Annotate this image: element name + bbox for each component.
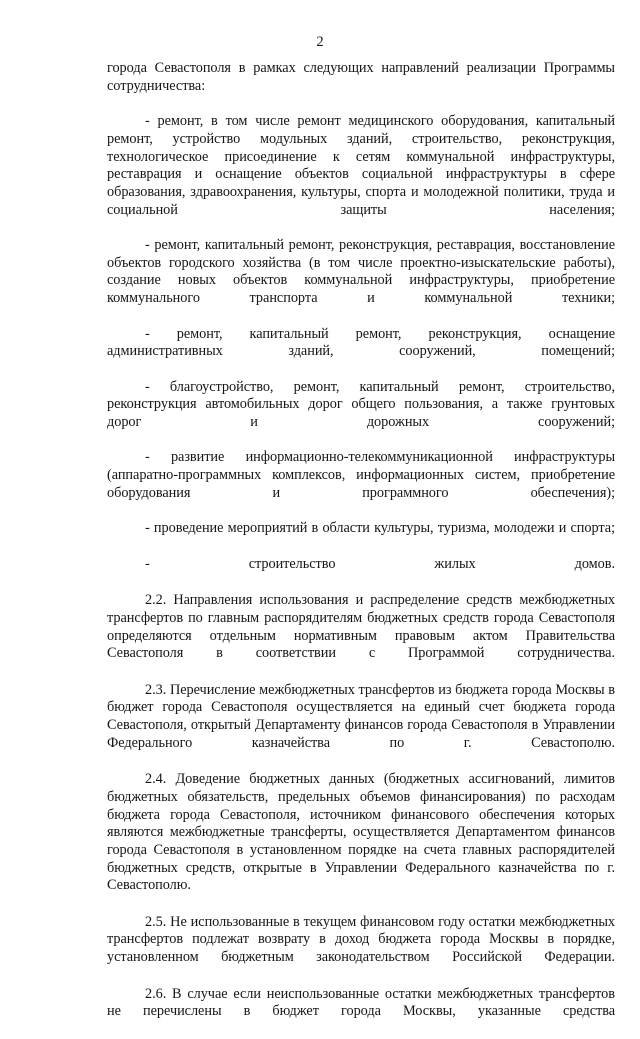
text-line: казначейства по г. Севастополю. [107, 859, 615, 894]
text-line: реконструкция автомобильных дорог общего пользования, а также грунтовых [107, 396, 615, 413]
text-line: Москвы в бюджет города Севастополя осуществляется на единый счет [107, 681, 616, 716]
text-line: технологическое присоединение к сетям коммунальной инфраструктуры, [107, 148, 615, 165]
text-line: 2.3. Перечисление межбюджетных трансфертов из бюджета города [145, 681, 552, 698]
text-line: Российской Федерации. [452, 949, 616, 966]
text-line: дорог и дорожных сооружений; [107, 414, 615, 431]
text-line: 2.6. В случае если неиспользованные остатки межбюджетных [145, 985, 534, 1002]
text-line: трансфертов не перечислены в бюджет города Москвы, указанные средства [107, 985, 615, 1020]
text-line: труда и социальной защиты населения; [107, 183, 615, 218]
text-line: реставрация и оснащение объектов социальной инфраструктуры в сфере [107, 166, 615, 183]
clause-2-2 [107, 592, 615, 681]
text-line: Севастополя в Управлении Федерального казначейства по г. Севастополю. [107, 717, 615, 751]
bullet-city-facilities [107, 237, 615, 326]
intro-paragraph [107, 60, 615, 113]
text-line: - благоустройство, ремонт, капитальный ремонт, строительство, [145, 378, 615, 395]
text-line: 2.4. Доведение бюджетных данных (бюджетных ассигнований, лимитов [145, 771, 615, 788]
text-line: - проведение мероприятий в области культуры, туризма, молодежи [145, 520, 555, 537]
bullet-repair-medical [107, 113, 615, 237]
text-line: образования, здравоохранения, культуры, спорта и молодежной политики, [107, 183, 565, 200]
clause-2-5 [107, 914, 615, 985]
text-line: распорядителей бюджетных средств, открытые в Управлении Федерального [107, 841, 615, 876]
bullet-culture-events [107, 520, 615, 555]
text-line: ремонт, устройство модульных зданий, строительство, реконструкция, [107, 130, 615, 147]
text-line: являются межбюджетные трансферты, осуществляется Департаментом [107, 824, 551, 841]
document-body [107, 60, 615, 1039]
text-line: административных зданий, сооружений, помещений; [107, 343, 615, 360]
text-line: Москвы в порядке, установленном бюджетным законодательством [107, 931, 615, 966]
text-line: межбюджетных трансфертов по главным распорядителям бюджетных средств [107, 592, 615, 626]
text-line: межбюджетных трансфертов подлежат возврату в доход бюджета города [107, 913, 615, 948]
text-line: бюджета города Севастополя, источником финансового обеспечения которых [107, 806, 615, 823]
clause-2-4 [107, 771, 615, 913]
clause-2-3 [107, 682, 615, 771]
text-line: Правительства Севастополя в соответствии с Программой сотрудничества. [107, 627, 615, 662]
bullet-roads [107, 379, 615, 450]
text-line: бюджета города Севастополя, открытый Департаменту финансов города [107, 699, 616, 734]
text-line: 2.2. Направления использования и распределение средств [145, 592, 513, 609]
text-line: изыскательские работы), создание новых объектов коммунальной [107, 254, 615, 289]
clause-2-6 [107, 986, 615, 1039]
text-line: сотрудничества: [107, 77, 206, 94]
text-line: - строительство жилых домов. [145, 555, 615, 572]
text-line: приобретение оборудования и программного обеспечения); [107, 467, 615, 501]
text-line: - ремонт, в том числе ремонт медицинского оборудования, капитальный [145, 113, 615, 130]
text-line: - ремонт, капитальный ремонт, реконструкция, оснащение [145, 325, 615, 342]
text-line: города Севастополя в рамках следующих направлений реализации Программы [107, 60, 615, 76]
bullet-admin-buildings [107, 326, 615, 379]
text-line: 2.5. Не использованные в текущем финансовом году остатки [145, 913, 516, 930]
text-line: финансов города Севастополя в установленном порядке на счета главных [107, 824, 615, 858]
text-line: восстановление объектов городского хозяйства (в том числе проектно- [107, 237, 615, 271]
bullet-housing [107, 556, 615, 591]
text-line: инфраструктуры, приобретение коммунального транспорта и коммунальной [107, 272, 616, 307]
text-line: бюджетных обязательств, предельных объемов финансирования) по расходам [107, 788, 615, 805]
page-number: 2 [316, 34, 324, 50]
text-line: - ремонт, капитальный ремонт, реконструкция, реставрация, [145, 237, 515, 254]
text-line: - развитие информационно-телекоммуникационной инфраструктуры [145, 449, 615, 466]
text-line: техники; [561, 290, 615, 307]
bullet-it-infrastructure [107, 449, 615, 520]
text-line: (аппаратно-программных комплексов, информационных систем, [107, 467, 521, 484]
text-line: города Севастополя определяются отдельным нормативным правовым актом [107, 609, 615, 644]
text-line: и спорта; [558, 520, 615, 537]
